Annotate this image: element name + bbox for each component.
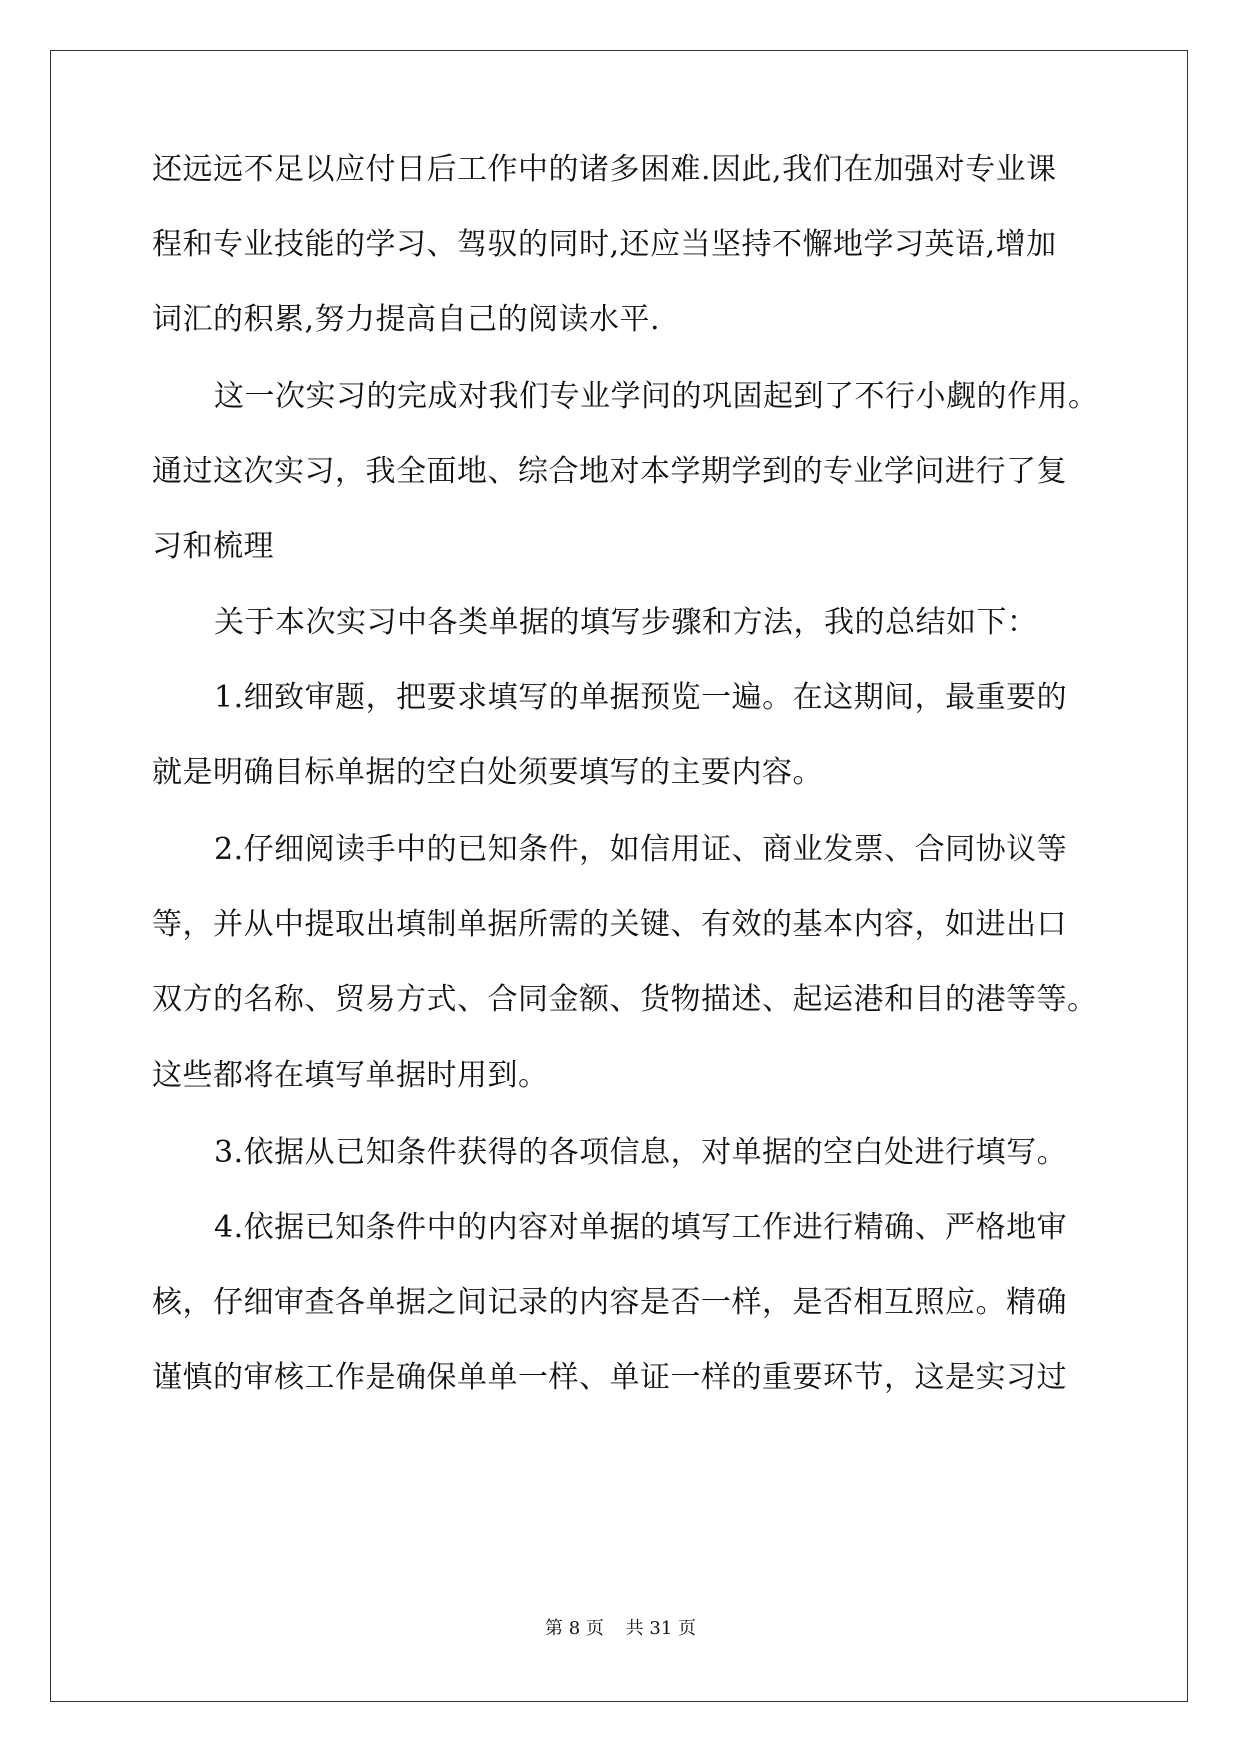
text-line: 这些都将在填写单据时用到。: [152, 1058, 549, 1093]
page-total: 共 31 页: [625, 1618, 696, 1639]
text-line: 3.依据从已知条件获得的各项信息，对单据的空白处进行填写。: [214, 1135, 1068, 1170]
text-line: 通过这次实习，我全面地、综合地对本学期学到的专业学问进行了复: [152, 454, 1067, 489]
text-line: 关于本次实习中各类单据的填写步骤和方法，我的总结如下：: [214, 605, 1038, 640]
text-line: 4.依据已知条件中的内容对单据的填写工作进行精确、严格地审: [214, 1210, 1068, 1245]
text-line: 就是明确目标单据的空白处须要填写的主要内容。: [152, 755, 823, 790]
text-line: 等，并从中提取出填制单据所需的关键、有效的基本内容，如进出口: [152, 907, 1067, 942]
text-line: 谨慎的审核工作是确保单单一样、单证一样的重要环节，这是实习过: [152, 1360, 1067, 1395]
text-line: 这一次实习的完成对我们专业学问的巩固起到了不行小觑的作用。: [214, 379, 1099, 414]
page-footer: [0, 1614, 1241, 1640]
text-line: 核，仔细审查各单据之间记录的内容是否一样，是否相互照应。精确: [152, 1285, 1067, 1320]
text-line: 1.细致审题，把要求填写的单据预览一遍。在这期间，最重要的: [214, 680, 1068, 715]
text-line: 还远远不足以应付日后工作中的诸多困难.因此,我们在加强对专业课: [152, 152, 1057, 187]
page-number: 第 8 页: [545, 1618, 604, 1639]
text-line: 程和专业技能的学习、驾驭的同时,还应当坚持不懈地学习英语,增加: [152, 227, 1057, 262]
text-line: 双方的名称、贸易方式、合同金额、货物描述、起运港和目的港等等。: [152, 982, 1098, 1017]
page-border: [50, 50, 1188, 1702]
text-line: 习和梳理: [152, 529, 274, 564]
text-line: 词汇的积累,努力提高自己的阅读水平.: [152, 302, 661, 337]
text-line: 2.仔细阅读手中的已知条件，如信用证、商业发票、合同协议等: [214, 832, 1068, 867]
